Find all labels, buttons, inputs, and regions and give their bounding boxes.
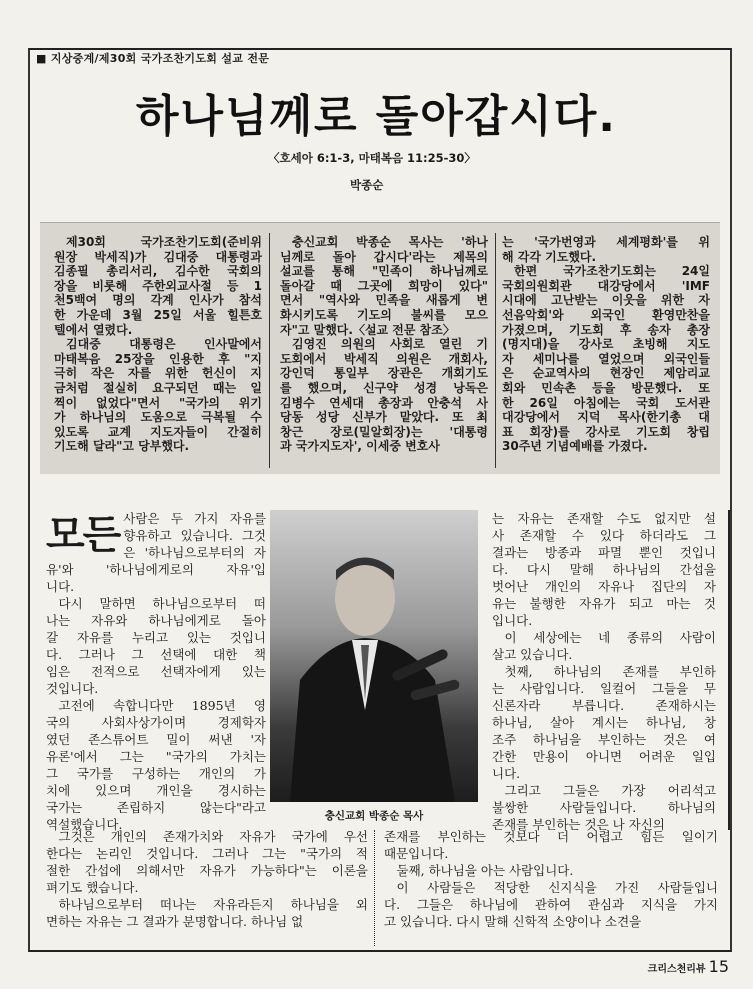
text-line: 다. 다시 말해 하나님의 간섭을: [492, 562, 716, 577]
text-line: 텔에서 열렸다.: [54, 322, 133, 337]
text-line: 는 자유는 존재할 수도 없지만 설: [492, 511, 716, 526]
text-line: 은 '하나님으로부터의 자: [123, 545, 266, 560]
text-line: 사 존재할 수 있다 하더라도 그: [492, 528, 716, 543]
text-line: 이 세상에는 네 종류의 사람이: [504, 630, 716, 645]
text-line: 불쌍한 사람들입니다. 하나님의: [492, 800, 716, 815]
text-line: 역설했습니다.: [46, 817, 123, 832]
text-line: 간한 만용이 아니면 어려운 일입: [492, 749, 716, 764]
column-divider: [269, 233, 270, 468]
text-line: 그리고 그들은 가장 어리석고: [504, 783, 716, 798]
pastor-photo-icon: [270, 510, 478, 802]
text-line: 기도해 달라"고 당부했다.: [54, 439, 190, 454]
text-line: 사람은 두 가지 자유를: [123, 511, 266, 526]
text-line: 30주년 기념예배를 가졌다.: [502, 439, 648, 454]
text-line: 조주 하나님을 부인하는 것은 여: [492, 732, 716, 747]
photo-caption: 충신교회 박종순 목사: [324, 810, 424, 822]
text-line: 면하는 자유는 그 결과가 분명합니다. 하나님 없: [46, 914, 304, 929]
text-line: 대강당에서 지덕 목사(한기총 대: [502, 410, 710, 425]
text-line: 를 했으며, 신구약 성경 낭독은: [280, 380, 488, 395]
text-line: 천5백여 명의 각계 인사가 참석: [54, 293, 262, 308]
text-line: 가 하나님의 도움으로 극복될 수: [54, 410, 262, 425]
section-label: ■ 지상중계/제30회 국가조찬기도회 설교 전문: [36, 52, 270, 65]
text-line: 다. 그러나 그 선택에 대한 책: [46, 647, 266, 662]
text-line: 때문입니다.: [384, 846, 449, 861]
text-line: 둘째, 하나님을 아는 사람입니다.: [396, 863, 574, 878]
summary-column-1: [54, 235, 262, 454]
text-line: 금처럼 절실히 요구되던 때는 일: [54, 380, 262, 395]
text-line: 첫째, 하나님의 존재를 부인하: [504, 664, 716, 679]
text-line: 니다.: [46, 579, 75, 594]
text-line: 고전에 속합니다만 1895년 영: [58, 698, 266, 713]
text-line: 국가는 존립하지 않는다"라고: [46, 800, 266, 815]
text-line: 선음악회'와 외국인 환영만찬을: [502, 307, 710, 322]
text-line: 다시 말하면 하나님으로부터 떠: [58, 596, 266, 611]
body-bottom-right: [384, 828, 718, 930]
column-rule: [728, 510, 730, 830]
text-line: 자 세미나를 열었으며 외국인들: [502, 351, 710, 366]
body-right-column: [492, 510, 716, 833]
text-line: 면서 "역사와 민족을 새롭게 변: [280, 293, 488, 308]
text-line: 가졌으며, 기도회 후 송자 총장: [502, 322, 710, 337]
text-line: 강인덕 통일부 장관은 개회기도: [280, 366, 488, 381]
text-line: 벗어난 개인의 자유나 집단의 자: [492, 579, 716, 594]
text-line: 한 가운데 3월 25일 서울 힐튼호: [54, 307, 262, 322]
drop-cap: 모든: [46, 512, 120, 558]
text-line: 회와 민속촌 등을 방문했다. 또: [502, 380, 710, 395]
body-left-column: [46, 510, 266, 833]
text-line: 장을 비롯해 주한외교사절 등 1: [54, 278, 262, 293]
text-line: 님께로 돌아 갑시다'라는 제목의: [280, 249, 488, 264]
text-line: 치에 있으며 개인을 경시하는: [46, 783, 266, 798]
text-line: 나는 자유와 하나님에게로 돌아: [46, 613, 266, 628]
article-title: 하나님께로 돌아갑시다.: [135, 91, 618, 142]
text-line: 유'와 '하나님에게로의 자유'입: [46, 562, 266, 577]
text-line: 화시키도록 기도의 불씨를 모으: [280, 307, 488, 322]
text-line: 국회의원회관 대강당에서 'IMF: [502, 278, 710, 293]
text-line: 절한 간섭에 의해서만 자유가 가능하다"는 이론을: [46, 863, 368, 878]
text-line: 극히 작은 자를 위한 헌신이 지: [54, 366, 262, 381]
text-line: 입니다.: [492, 613, 533, 628]
text-line: 돌아갈 때 그곳에 희망이 있다": [280, 278, 488, 293]
text-line: 김대중 대통령은 인사말에서: [66, 337, 262, 352]
text-line: 향유하고 있습니다. 그것: [123, 528, 266, 543]
text-line: 유는 불행한 자유가 되고 마는 것: [492, 596, 716, 611]
text-line: 존재를 부인하는 것은 나 자신의: [492, 817, 665, 832]
text-line: 김영진 의원의 사회로 열린 기: [292, 337, 488, 352]
summary-column-2: [280, 235, 488, 454]
column-divider: [495, 233, 496, 468]
text-line: 창근 장로(밀알회장)는 '대통령: [280, 424, 488, 439]
text-line: 김병수 연세대 총장과 안충석 사: [280, 395, 488, 410]
text-line: 충신교회 박종순 목사는 '하나: [292, 235, 488, 249]
text-line: 제30회 국가조찬기도회(준비위: [66, 235, 262, 249]
text-line: 당동 성당 신부가 맡았다. 또 최: [280, 410, 488, 425]
text-line: (명지대)을 강사로 초빙해 지도: [502, 337, 710, 352]
text-line: 있도록 교계 지도자들이 간절히: [54, 424, 262, 439]
text-line: 하나님으로부터 떠나는 자유라든지 하나님을 외: [58, 897, 368, 912]
text-line: 은 순교역사의 현장인 제암리교: [502, 366, 710, 381]
dotted-divider: [374, 830, 375, 946]
magazine-name: 크리스천리뷰: [647, 964, 706, 975]
text-line: 유론'에서 그는 "국가의 가치는: [46, 749, 266, 764]
text-line: 한 26일 아침에는 국회 도서관: [502, 395, 710, 410]
text-line: 하나님, 살아 계시는 하나님, 창: [492, 715, 716, 730]
text-line: 다. 그들은 하나님에 관하여 관심과 지식을 가지: [384, 897, 718, 912]
text-line: 결과는 방종과 파멸 뿐인 것입니: [492, 545, 716, 560]
text-line: 이 사람들은 적당한 신지식을 가진 사람들입니: [396, 880, 718, 895]
summary-column-3: [502, 235, 710, 454]
text-line: 마태복음 25장을 인용한 후 "지: [54, 351, 262, 366]
text-line: 신론자라 부릅니다. 존재하시는: [492, 698, 716, 713]
page-number: 15: [708, 957, 729, 976]
text-line: 표 회장)를 강사로 기도회 창립: [502, 424, 710, 439]
text-line: 과 국가지도자', 이세중 변호사: [280, 439, 440, 454]
photo-pastor: [270, 510, 478, 802]
text-line: 였던 존스튜어트 밀이 써낸 '자: [46, 732, 266, 747]
text-line: 니다.: [492, 766, 521, 781]
text-line: 살고 있습니다.: [492, 647, 573, 662]
text-line: 자"고 말했다.〈설교 전문 참조〉: [280, 322, 455, 337]
text-line: 한편 국가조찬기도회는 24일: [514, 264, 710, 279]
text-line: 한다는 논리인 것입니다. 그러나 그는 "국가의 적: [46, 846, 368, 861]
text-line: 는 '국가번영과 세계평화'를 위: [502, 235, 710, 249]
author: 박종순: [350, 178, 384, 192]
text-line: 고 있습니다. 다시 말해 신학적 소양이나 소견을: [384, 914, 642, 929]
text-line: 시대에 고난받는 이웃을 위한 자: [502, 293, 710, 308]
text-line: 국의 사회사상가이며 경제학자: [46, 715, 266, 730]
body-bottom-left: [46, 828, 368, 930]
text-line: 원장 박세직)가 김대중 대통령과: [54, 249, 262, 264]
text-line: 것입니다.: [46, 681, 99, 696]
text-line: 설교를 통해 "민족이 하나님께로: [280, 264, 488, 279]
text-line: 갈 자유를 누리고 있는 것입니: [46, 630, 266, 645]
summary-box: [40, 222, 720, 474]
text-line: 해 각각 기도했다.: [502, 249, 597, 264]
scripture-reference: 〈호세아 6:1-3, 마태복음 11:25-30〉: [268, 151, 476, 165]
text-line: 는 사람입니다. 일컬어 그들을 무: [492, 681, 716, 696]
text-line: 김종필 총리서리, 김수한 국회의: [54, 264, 262, 279]
page-footer: [648, 957, 729, 976]
text-line: 그것은 개인의 존재가치와 자유가 국가에 우선: [58, 829, 368, 844]
text-line: 펴기도 했습니다.: [46, 880, 139, 895]
text-line: 임은 전적으로 선택자에게 있는: [46, 664, 266, 679]
text-line: 도회에서 박세직 의원은 개회사,: [280, 351, 488, 366]
text-line: 그 국가를 구성하는 개인의 가: [46, 766, 266, 781]
text-line: 찍이 없었다"면서 "국가의 위기: [54, 395, 262, 410]
text-line: 존재를 부인하는 것보다 더 어렵고 힘든 일이기: [384, 829, 718, 844]
